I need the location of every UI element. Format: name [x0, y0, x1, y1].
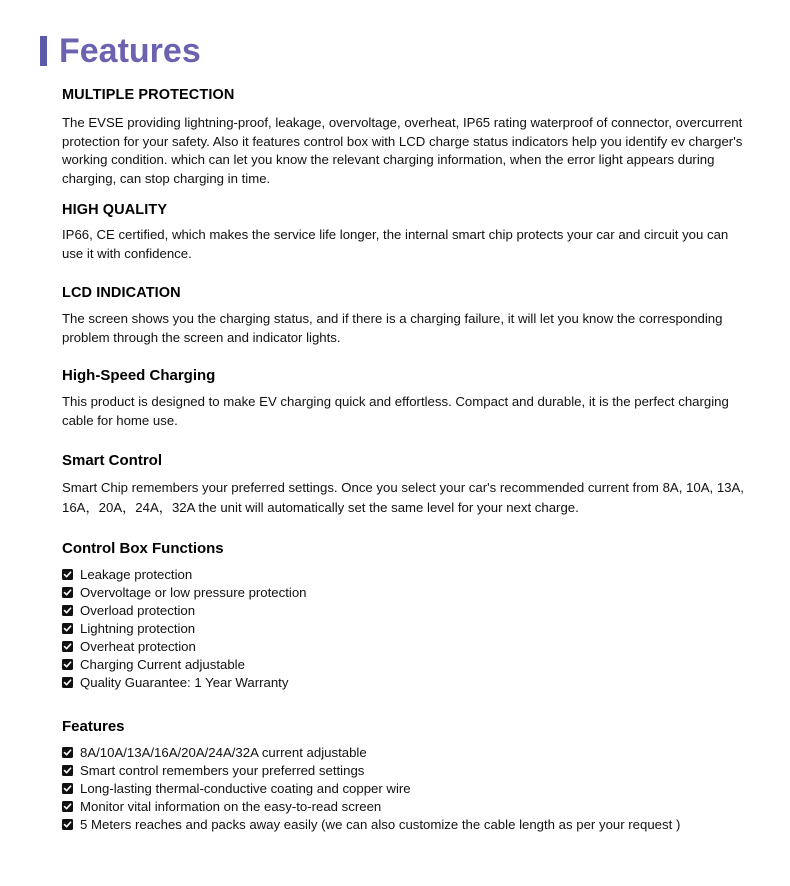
section-body: The screen shows you the charging status, and if there is a charging failure, it will let you know the corresponding problem through the screen and indicator lights. [62, 311, 723, 345]
section-title: LCD INDICATION [62, 285, 181, 301]
list-item [62, 743, 782, 761]
page-title [40, 30, 201, 72]
list-item-label: Monitor vital information on the easy-to-read screen [80, 798, 382, 814]
features-list [62, 743, 782, 833]
list-item [62, 779, 782, 797]
list-item-label: Long-lasting thermal-conductive coating and copper wire [80, 780, 411, 796]
list-item [62, 673, 752, 691]
list-item [62, 761, 782, 779]
control-box-list [62, 565, 752, 691]
checkbox-checked-icon [62, 747, 73, 758]
list-item [62, 583, 752, 601]
title-accent-bar [40, 36, 47, 66]
list-item [62, 565, 752, 583]
section-title: Features [62, 718, 125, 735]
checkbox-checked-icon [62, 605, 73, 616]
checkbox-checked-icon [62, 659, 73, 670]
list-item-label: Overvoltage or low pressure protection [80, 584, 307, 600]
section-title: HIGH QUALITY [62, 202, 168, 218]
section-body: The EVSE providing lightning-proof, leakage, overvoltage, overheat, IP65 rating waterproof of connector, overcurrent protection for your safety. Also it features control box with LCD charge status indicators help you identify ev charger's working condition. which can let you know the relevant charging information, when the error light appears during charging, can stop charging in time. [62, 115, 743, 186]
section-multiple-protection [62, 86, 752, 188]
checkbox-checked-icon [62, 641, 73, 652]
section-high-quality [62, 201, 752, 263]
section-title: High-Speed Charging [62, 367, 216, 384]
section-title: Control Box Functions [62, 540, 224, 557]
section-title: Smart Control [62, 452, 163, 469]
checkbox-checked-icon [62, 783, 73, 794]
list-item-label: Lightning protection [80, 620, 196, 636]
section-smart-control [62, 452, 752, 517]
section-body: IP66, CE certified, which makes the service life longer, the internal smart chip protects your car and circuit you can use it with confidence. [62, 227, 729, 261]
list-item-label: Smart control remembers your preferred settings [80, 762, 365, 778]
checkbox-checked-icon [62, 569, 73, 580]
list-item [62, 619, 752, 637]
checkbox-checked-icon [62, 801, 73, 812]
checkbox-checked-icon [62, 623, 73, 634]
list-item [62, 637, 752, 655]
section-features [62, 718, 782, 833]
checkbox-checked-icon [62, 677, 73, 688]
section-body: This product is designed to make EV charging quick and effortless. Compact and durable, it is the perfect charging cable for home use. [62, 394, 729, 428]
list-item-label: 8A/10A/13A/16A/20A/24A/32A current adjustable [80, 744, 367, 760]
checkbox-checked-icon [62, 819, 73, 830]
list-item-label: 5 Meters reaches and packs away easily (we can also customize the cable length as per your request ) [80, 816, 681, 832]
section-title: MULTIPLE PROTECTION [62, 87, 235, 103]
section-control-box-functions [62, 540, 752, 691]
list-item [62, 655, 752, 673]
list-item [62, 601, 752, 619]
section-lcd-indication [62, 284, 752, 347]
section-high-speed-charging [62, 367, 752, 430]
checkbox-checked-icon [62, 587, 73, 598]
list-item-label: Charging Current adjustable [80, 656, 245, 672]
list-item-label: Overheat protection [80, 638, 196, 654]
list-item [62, 797, 782, 815]
list-item-label: Leakage protection [80, 566, 193, 582]
checkbox-checked-icon [62, 765, 73, 776]
list-item [62, 815, 782, 833]
list-item-label: Quality Guarantee: 1 Year Warranty [80, 674, 289, 690]
list-item-label: Overload protection [80, 602, 196, 618]
section-body: Smart Chip remembers your preferred settings. Once you select your car's recommended current from 8A, 10A, 13A, 16A，20A，24A，32A the unit will automatically set the same level for your next charge. [62, 480, 744, 515]
page-title-text: Features [59, 32, 201, 70]
